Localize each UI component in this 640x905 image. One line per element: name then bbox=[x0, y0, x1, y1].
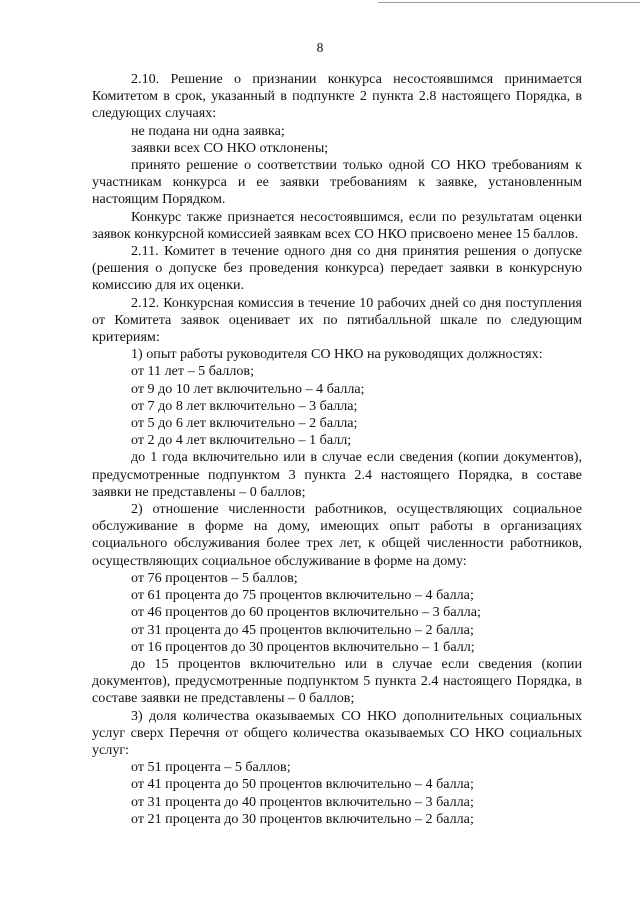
list-item: от 2 до 4 лет включительно – 1 балл; bbox=[131, 432, 352, 449]
list-item: от 51 процента – 5 баллов; bbox=[131, 759, 291, 776]
list-item: от 31 процента до 45 процентов включительно – 2 балла; bbox=[131, 621, 474, 638]
list-item: от 41 процента до 50 процентов включительно – 4 балла; bbox=[131, 776, 474, 793]
top-edge-line bbox=[378, 2, 640, 3]
criterion-heading: 3) доля количества оказываемых СО НКО дополнительных социальных услуг сверх Перечня от общего количества оказываемых СО НКО социальных услуг: bbox=[92, 707, 582, 758]
paragraph-2-10: 2.10. Решение о признании конкурса несостоявшимся принимается Комитетом в срок, указанный в подпункте 2 пункта 2.8 настоящего Порядка, в следующих случаях: bbox=[92, 71, 582, 122]
list-item: от 21 процента до 30 процентов включительно – 2 балла; bbox=[131, 810, 474, 827]
list-item: от 46 процентов до 60 процентов включительно – 3 балла; bbox=[131, 604, 481, 621]
list-item: от 76 процентов – 5 баллов; bbox=[131, 569, 298, 586]
criterion-heading: 1) опыт работы руководителя СО НКО на руководящих должностях: bbox=[131, 346, 543, 363]
page-number: 8 bbox=[316, 40, 324, 55]
list-item: от 11 лет – 5 баллов; bbox=[131, 363, 254, 380]
paragraph-2-11: 2.11. Комитет в течение одного дня со дня принятия решения о допуске (решения о допуске без проведения конкурса) передает заявки в конкурсную комиссию для их оценки. bbox=[92, 243, 582, 294]
list-item: до 1 года включительно или в случае если сведения (копии документов), предусмотренные подпунктом 3 пункта 2.4 настоящего Порядка, в составе заявки не представлены – 0 баллов; bbox=[92, 449, 582, 500]
paragraph-2-12: 2.12. Конкурсная комиссия в течение 10 рабочих дней со дня поступления от Комитета заявок оценивает их по пятибалльной шкале по следующим критериям: bbox=[92, 294, 582, 346]
list-item: от 9 до 10 лет включительно – 4 балла; bbox=[131, 380, 365, 397]
document-body bbox=[92, 71, 582, 828]
list-item: от 61 процента до 75 процентов включительно – 4 балла; bbox=[131, 587, 474, 604]
list-item: от 5 до 6 лет включительно – 2 балла; bbox=[131, 415, 358, 432]
criterion-heading: 2) отношение численности работников, осуществляющих социальное обслуживание в форме на дому, имеющих опыт работы в организациях социального обслуживания более трех лет, к общей численности работников, осуществляющих социальное обслуживание в форме на дому: bbox=[92, 501, 582, 569]
paragraph: Конкурс также признается несостоявшимся, если по результатам оценки заявок конкурсной комиссией заявкам всех СО НКО присвоено менее 15 баллов. bbox=[92, 208, 582, 242]
list-item: не подана ни одна заявка; bbox=[131, 122, 285, 139]
list-item: заявки всех СО НКО отклонены; bbox=[131, 139, 329, 156]
list-item: от 7 до 8 лет включительно – 3 балла; bbox=[131, 397, 358, 414]
list-item: до 15 процентов включительно или в случае если сведения (копии документов), предусмотренные подпунктом 5 пункта 2.4 настоящего Порядка, в составе заявки не представлены – 0 баллов; bbox=[92, 655, 582, 707]
list-item: от 16 процентов до 30 процентов включительно – 1 балл; bbox=[131, 638, 475, 655]
list-item: от 31 процента до 40 процентов включительно – 3 балла; bbox=[131, 793, 474, 810]
list-item: принято решение о соответствии только одной СО НКО требованиям к участникам конкурса и ее заявки требованиям к заявке, установленным настоящим Порядком. bbox=[92, 157, 582, 208]
